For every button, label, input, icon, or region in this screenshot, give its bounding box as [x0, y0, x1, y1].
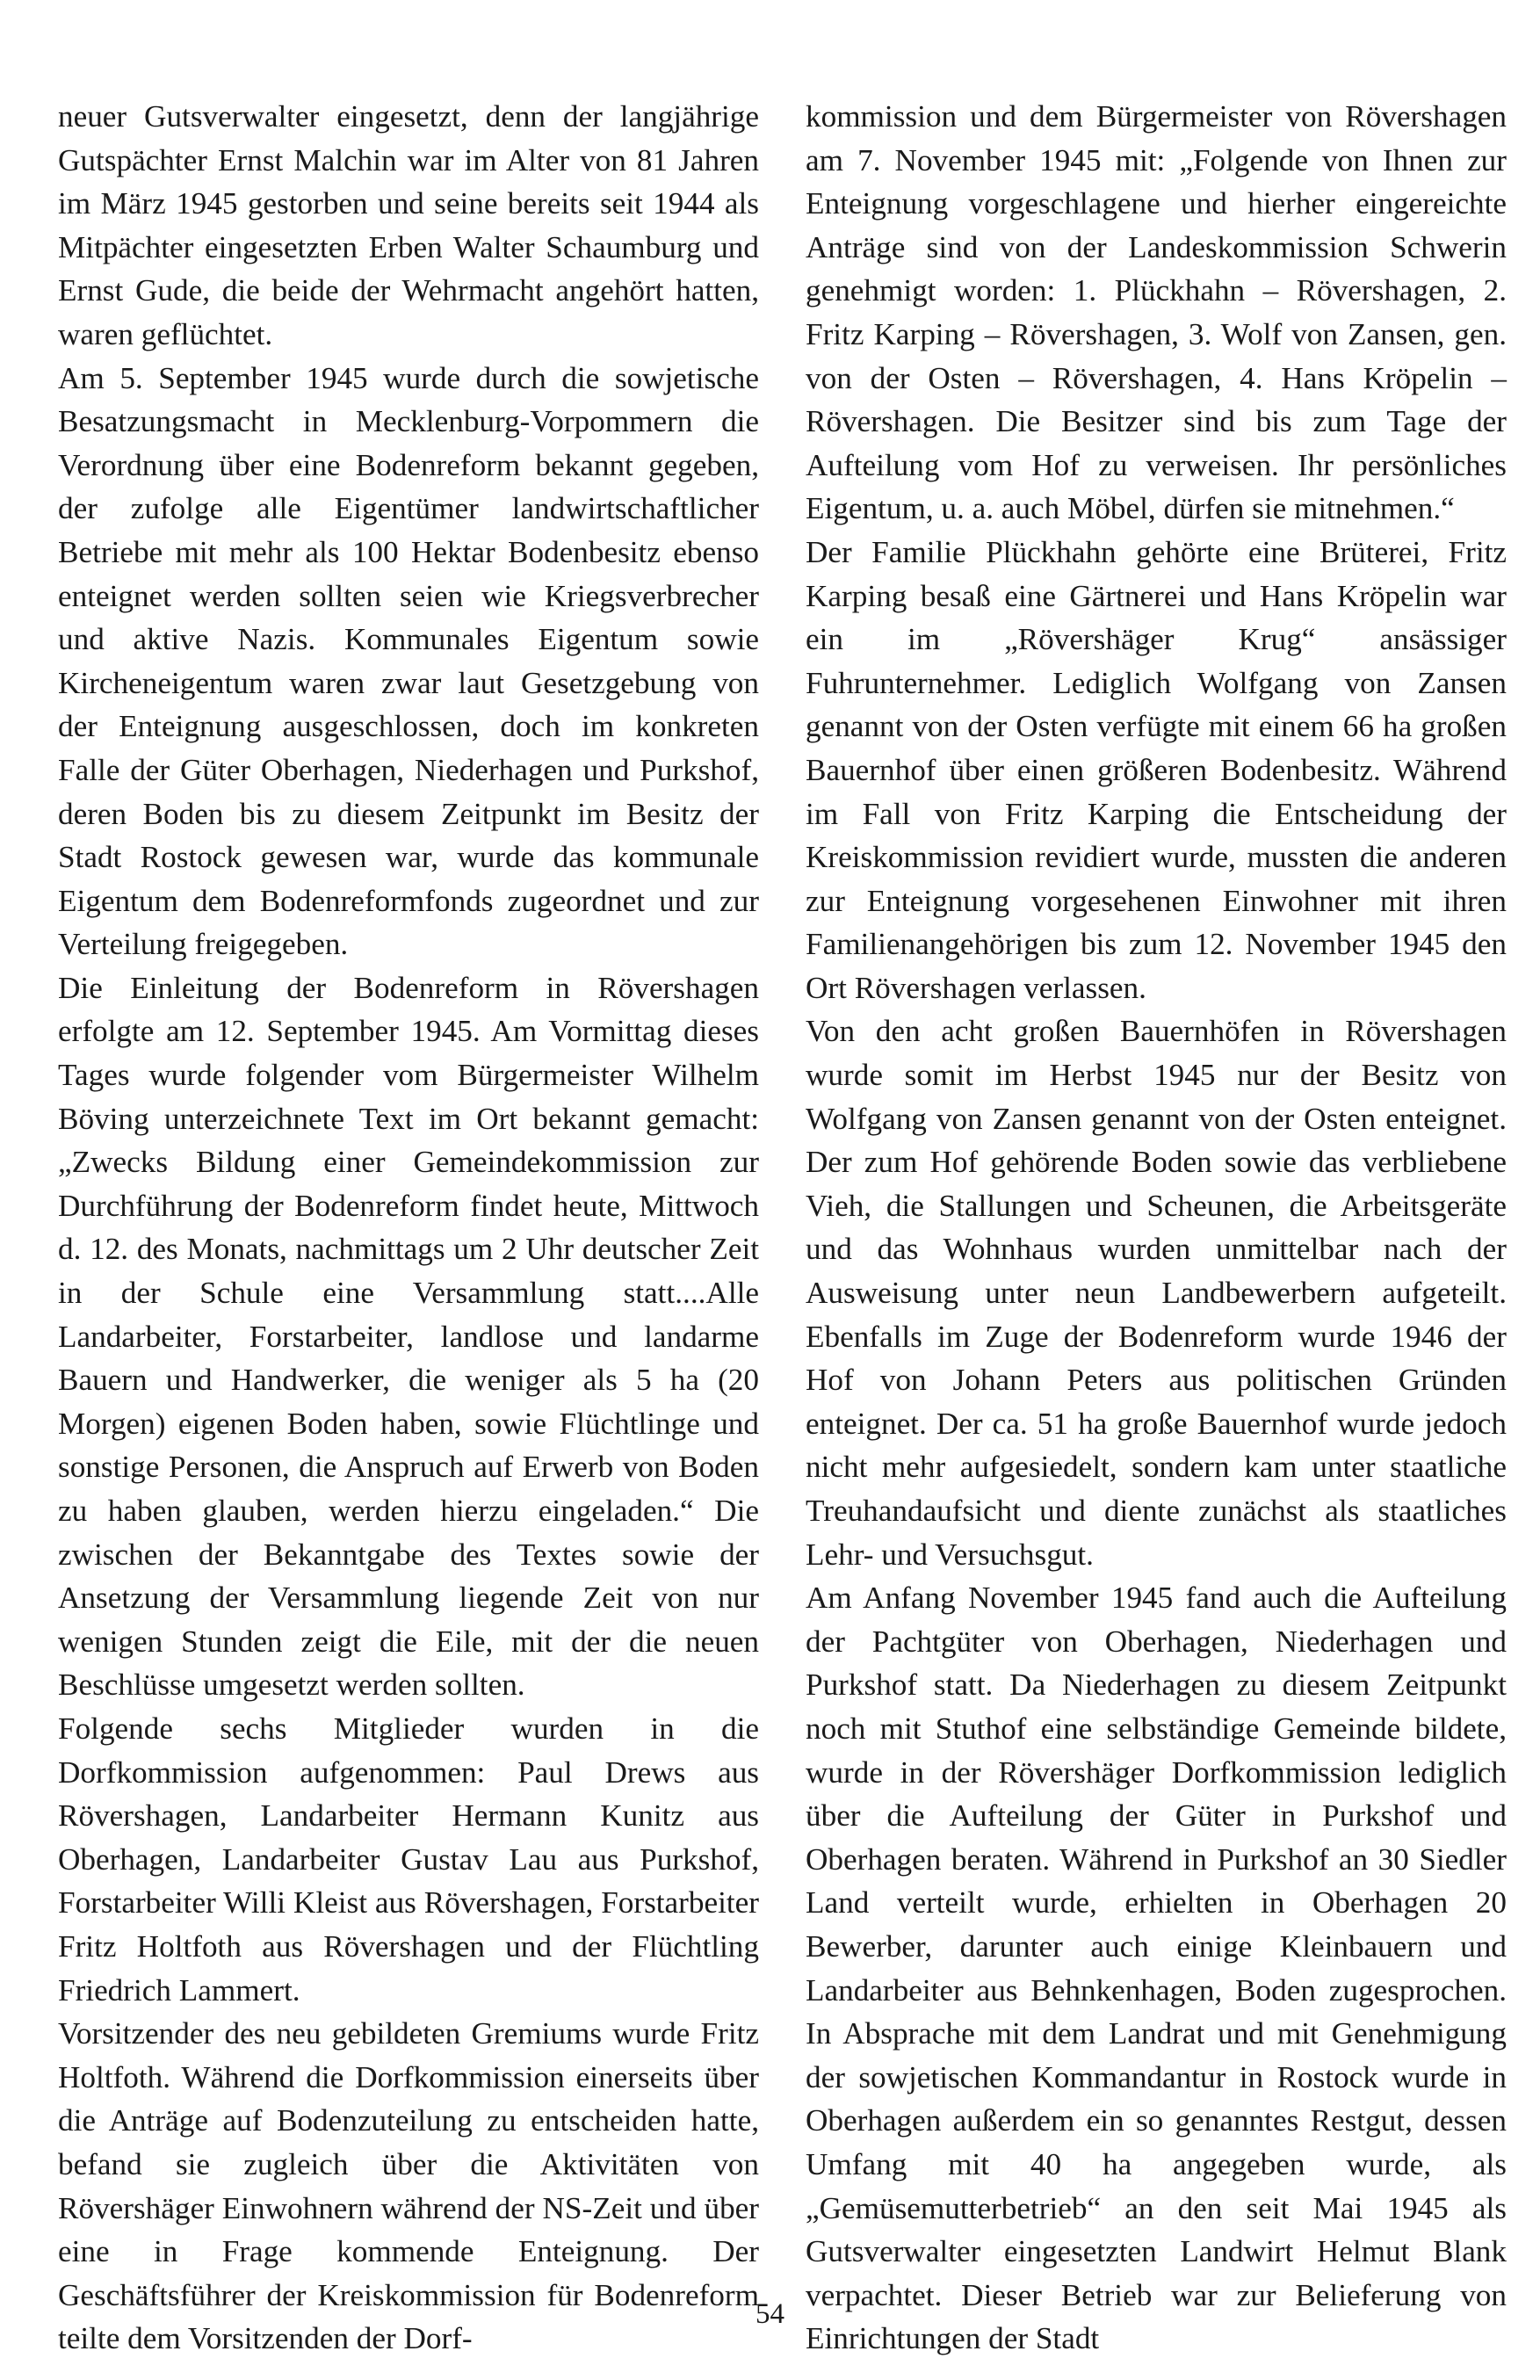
paragraph: Von den acht großen Bauernhöfen in Rövershagen wurde somit im Herbst 1945 nur der Besitz von Wolfgang von Zansen genannt von der Osten enteignet. Der zum Hof gehörende Boden sowie das verbliebene Vieh, die Stallungen und Scheunen, die Arbeitsgeräte und das Wohnhaus wurden unmittelbar nach der Ausweisung unter neun Landbewerbern aufgeteilt. Ebenfalls im Zuge der Bodenreform wurde 1946 der Hof von Johann Peters aus politischen Gründen enteignet. Der ca. 51 ha große Bauernhof wurde jedoch nicht mehr aufgesiedelt, sondern kam unter staatliche Treuhandaufsicht und diente zunächst als staatliches Lehr- und Versuchsgut. — [806, 1014, 1507, 1572]
paragraph: neuer Gutsverwalter eingesetzt, denn der langjährige Gutspächter Ernst Malchin war im Alter von 81 Jahren im März 1945 gestorben und seine bereits seit 1944 als Mitpächter eingesetzten Erben Walter Schaumburg und Ernst Gude, die beide der Wehrmacht angehört hatten, waren geflüchtet. — [58, 99, 759, 351]
paragraph: Folgende sechs Mitglieder wurden in die Dorfkommission aufgenommen: Paul Drews aus Rövershagen, Landarbeiter Hermann Kunitz aus Oberhagen, Landarbeiter Gustav Lau aus Purkshof, Forstarbeiter Willi Kleist aus Rövershagen, Forstarbeiter Fritz Holtfoth aus Rövershagen und der Flüchtling Friedrich Lammert. — [58, 1711, 759, 2007]
paragraph: Die Einleitung der Bodenreform in Rövershagen erfolgte am 12. September 1945. Am Vormittag dieses Tages wurde folgender vom Bürgermeister Wilhelm Böving unterzeichnete Text im Ort bekannt gemacht: „Zwecks Bildung einer Gemeindekommission zur Durchführung der Bodenreform findet heute, Mittwoch d. 12. des Monats, nachmittags um 2 Uhr deutscher Zeit in der Schule eine Versammlung statt....Alle Landarbeiter, Forstarbeiter, landlose und landarme Bauern und Handwerker, die weniger als 5 ha (20 Morgen) eigenen Boden haben, sowie Flüchtlinge und sonstige Personen, die Anspruch auf Erwerb von Boden zu haben glauben, werden hierzu eingeladen.“ Die zwischen der Bekanntgabe des Textes sowie der Ansetzung der Versammlung liegende Zeit von nur wenigen Stunden zeigt die Eile, mit der die neuen Beschlüsse umgesetzt werden sollten. — [58, 970, 759, 1703]
page-number: 54 — [756, 2298, 784, 2330]
paragraph: Am Anfang November 1945 fand auch die Aufteilung der Pachtgüter von Oberhagen, Niederhagen und Purkshof statt. Da Niederhagen zu diesem Zeitpunkt noch mit Stuthof eine selbständige Gemeinde bildete, wurde in der Rövershäger Dorfkommission lediglich über die Aufteilung der Güter in Purkshof und Oberhagen beraten. Während in Purkshof an 30 Siedler Land verteilt wurde, erhielten in Oberhagen 20 Bewerber, darunter auch einige Kleinbauern und Landarbeiter aus Behnkenhagen, Boden zugesprochen. In Absprache mit dem Landrat und mit Genehmigung der sowjetischen Kommandantur in Rostock wurde in Oberhagen außerdem ein so genanntes Restgut, dessen Umfang mit 40 ha angegeben wurde, als „Gemüsemutterbetrieb“ an den seit Mai 1945 als Gutsverwalter eingesetzten Landwirt Helmut Blank verpachtet. Dieser Betrieb war zur Belieferung von Einrichtungen der Stadt — [806, 1581, 1507, 2356]
paragraph: Der Familie Plückhahn gehörte eine Brüterei, Fritz Karping besaß eine Gärtnerei und Hans Kröpelin war ein im „Rövershäger Krug“ ansässiger Fuhrunternehmer. Lediglich Wolfgang von Zansen genannt von der Osten verfügte mit einem 66 ha großen Bauernhof über einen größeren Bodenbesitz. Während im Fall von Fritz Karping die Entscheidung der Kreiskommission revidiert wurde, mussten die anderen zur Enteignung vorgesehenen Einwohner mit ihren Familienangehörigen bis zum 12. November 1945 den Ort Rövershagen verlassen. — [806, 534, 1507, 1005]
text-column-left — [58, 95, 759, 2361]
paragraph: Vorsitzender des neu gebildeten Gremiums wurde Fritz Holtfoth. Während die Dorfkommission einerseits über die Anträge auf Bodenzuteilung zu entscheiden hatte, befand sie zugleich über die Aktivitäten von Rövershäger Einwohnern während der NS-Zeit und über eine in Frage kommende Enteignung. Der Geschäftsführer der Kreiskommission für Bodenreform teilte dem Vorsitzenden der Dorf- — [58, 2016, 759, 2356]
paragraph: kommission und dem Bürgermeister von Rövershagen am 7. November 1945 mit: „Folgende von Ihnen zur Enteignung vorgeschlagene und hierher eingereichte Anträge sind von der Landeskommission Schwerin genehmigt worden: 1. Plückhahn – Rövershagen, 2. Fritz Karping – Rövershagen, 3. Wolf von Zansen, gen. von der Osten – Rövershagen, 4. Hans Kröpelin – Rövershagen. Die Besitzer sind bis zum Tage der Aufteilung vom Hof zu verweisen. Ihr persönliches Eigentum, u. a. auch Möbel, dürfen sie mitnehmen.“ — [806, 99, 1507, 526]
text-column-right — [806, 95, 1507, 2361]
paragraph: Am 5. September 1945 wurde durch die sowjetische Besatzungsmacht in Mecklenburg-Vorpommern die Verordnung über eine Bodenreform bekannt gegeben, der zufolge alle Eigentümer landwirtschaftlicher Betriebe mit mehr als 100 Hektar Bodenbesitz ebenso enteignet werden sollten seien wie Kriegsverbrecher und aktive Nazis. Kommunales Eigentum sowie Kircheneigentum waren zwar laut Gesetzgebung von der Enteignung ausgeschlossen, doch im konkreten Falle der Güter Oberhagen, Niederhagen und Purkshof, deren Boden bis zu diesem Zeitpunkt im Besitz der Stadt Rostock gewesen war, wurde das kommunale Eigentum dem Bodenreformfonds zugeordnet und zur Verteilung freigegeben. — [58, 360, 759, 962]
